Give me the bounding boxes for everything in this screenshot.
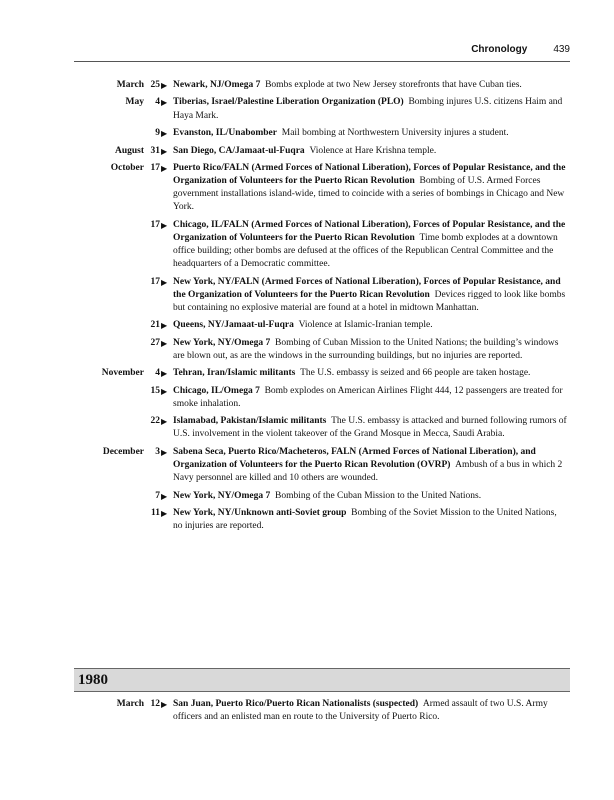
chronology-entry (0, 415, 614, 441)
chronology-entry (0, 79, 614, 92)
chronology-entry (0, 319, 614, 332)
chronology-entry (0, 96, 614, 122)
entry-day: 31 (150, 145, 160, 156)
entry-body (173, 337, 568, 363)
triangle-arrow-icon: ▶ (161, 98, 168, 108)
entry-body (173, 698, 568, 724)
entry-day: 4 (155, 97, 160, 108)
entry-day: 21 (150, 320, 160, 331)
entry-location: Chicago, IL/Omega 7 (173, 385, 260, 396)
chronology-entry (0, 162, 614, 214)
entry-month: March (116, 80, 144, 90)
entry-day: 11 (151, 508, 160, 519)
triangle-arrow-icon: ▶ (161, 491, 168, 501)
entry-day: 7 (155, 490, 160, 501)
chronology-entries-1979 (0, 79, 614, 538)
triangle-arrow-icon: ▶ (161, 129, 168, 139)
entry-body (173, 276, 568, 315)
chronology-entry (0, 367, 614, 380)
triangle-arrow-icon: ▶ (161, 81, 168, 90)
triangle-arrow-icon: ▶ (161, 277, 168, 287)
entry-day: 25 (150, 80, 160, 90)
entry-body (173, 219, 568, 271)
entry-body (173, 79, 568, 92)
entry-description: Bombing of Cuban Mission to the United Nations; the building’s windows are blown out, as are the windows in the surrounding buildings, but no injuries are reported. (173, 337, 559, 361)
entry-body (173, 319, 568, 332)
page-number: 439 (553, 44, 570, 55)
entry-body (173, 415, 568, 441)
chronology-entry (0, 145, 614, 158)
entry-description: Ambush of a bus in which 2 Navy personnel are killed and 10 others are wounded. (173, 460, 563, 484)
triangle-arrow-icon: ▶ (161, 700, 168, 709)
triangle-arrow-icon: ▶ (161, 509, 168, 519)
chronology-entries-1980 (0, 698, 614, 729)
page-header (471, 44, 570, 55)
chronology-entry (0, 385, 614, 411)
triangle-arrow-icon: ▶ (161, 338, 168, 348)
entry-description: Devices rigged to look like bombs but containing no explosive material are found at a hotel in midtown Manhattan. (173, 289, 566, 313)
entry-body (173, 385, 568, 411)
triangle-arrow-icon: ▶ (161, 386, 168, 396)
entry-month: November (101, 368, 144, 379)
entry-location: Tehran, Iran/Islamic militants (173, 368, 296, 379)
entry-description: Bombs explode at two New Jersey storefronts that have Cuban ties. (265, 80, 522, 90)
entry-day: 17 (150, 163, 160, 174)
year-heading-band (74, 668, 570, 692)
entry-description: Mail bombing at Northwestern University injures a student. (281, 128, 509, 139)
entry-location: Puerto Rico/FALN (Armed Forces of National Liberation), Forces of Popular Resistance, and the Organization of Volunteers for the Puerto Rican Revolution (173, 163, 566, 187)
chronology-entry (0, 446, 614, 485)
entry-location: New York, NY/Omega 7 (173, 337, 271, 348)
entry-location: Sabena Seca, Puerto Rico/Macheteros, FALN (Armed Forces of National Liberation), and Organization of Volunteers for the Puerto Rican Revolution (OVRP) (173, 446, 536, 471)
entry-month: August (114, 145, 144, 156)
entry-body (173, 145, 568, 158)
entry-day: 27 (150, 337, 160, 348)
entry-location: New York, NY/Unknown anti-Soviet group (173, 508, 347, 519)
entry-day: 9 (155, 128, 160, 139)
year-heading: 1980 (78, 672, 108, 688)
header-rule (74, 61, 570, 62)
triangle-arrow-icon: ▶ (161, 417, 168, 427)
chronology-entry (0, 698, 614, 724)
triangle-arrow-icon: ▶ (161, 220, 168, 230)
entry-description: The U.S. embassy is seized and 66 people are taken hostage. (300, 368, 531, 379)
entry-body (173, 162, 568, 214)
entry-day: 17 (150, 276, 160, 287)
entry-location: New York, NY/FALN (Armed Forces of National Liberation), Forces of Popular Resistance, and the Organization of Volunteers for the Puerto Rican Revolution (173, 276, 561, 300)
entry-location: Chicago, IL/FALN (Armed Forces of National Liberation), Forces of Popular Resistance, and the Organization of Volunteers for the Puerto Rican Revolution (173, 219, 566, 243)
entry-body (173, 507, 568, 533)
entry-body (173, 490, 568, 503)
chronology-entry (0, 127, 614, 140)
triangle-arrow-icon: ▶ (161, 164, 168, 174)
entry-description: Time bomb explodes at a downtown office building; other bombs are defused at the offices of the Republican Central Committee and the headquarters of a Democratic committee. (173, 232, 558, 270)
entry-description: Bombing of U.S. Armed Forces government installations island-wide, timed to coincide with a series of bombings in Chicago and New York. (173, 176, 565, 213)
entry-day: 4 (155, 368, 160, 379)
entry-description: The U.S. embassy is attacked and burned following rumors of U.S. involvement in the violent takeover of the Grand Mosque in Mecca, Saudi Arabia. (173, 416, 567, 440)
entry-description: Violence at Islamic-Iranian temple. (298, 320, 433, 331)
chronology-entry (0, 507, 614, 533)
chronology-entry (0, 276, 614, 315)
entry-body (173, 367, 568, 380)
entry-location: Queens, NY/Jamaat-ul-Fuqra (173, 320, 294, 331)
entry-description: Violence at Hare Krishna temple. (309, 145, 437, 156)
entry-month: May (125, 97, 144, 108)
chronology-entry (0, 219, 614, 271)
entry-location: Newark, NJ/Omega 7 (173, 80, 261, 90)
chronology-entry (0, 490, 614, 503)
entry-location: Islamabad, Pakistan/Islamic militants (173, 416, 327, 427)
triangle-arrow-icon: ▶ (161, 447, 168, 457)
entry-month: March (116, 699, 144, 709)
entry-location: Tiberias, Israel/Palestine Liberation Organization (PLO) (173, 97, 404, 108)
entry-location: Evanston, IL/Unabomber (173, 128, 277, 139)
entry-body (173, 446, 568, 485)
chronology-entry (0, 337, 614, 363)
entry-body (173, 96, 568, 122)
entry-description: Bombing injures U.S. citizens Haim and Haya Mark. (173, 97, 563, 121)
entry-description: Bomb explodes on American Airlines Flight 444, 12 passengers are treated for smoke inhalation. (173, 385, 563, 409)
entry-day: 22 (150, 416, 160, 427)
entry-body (173, 127, 568, 140)
entry-month: October (110, 163, 144, 174)
entry-location: San Juan, Puerto Rico/Puerto Rican Nationalists (suspected) (173, 699, 419, 709)
triangle-arrow-icon: ▶ (161, 321, 168, 331)
entry-day: 17 (150, 219, 160, 230)
entry-month: December (102, 446, 144, 457)
entry-location: New York, NY/Omega 7 (173, 490, 271, 501)
entry-day: 15 (150, 385, 160, 396)
triangle-arrow-icon: ▶ (161, 146, 168, 156)
entry-description: Bombing of the Soviet Mission to the United Nations, no injuries are reported. (173, 508, 557, 532)
entry-day: 12 (150, 699, 160, 709)
section-title: Chronology (471, 44, 528, 55)
entry-location: San Diego, CA/Jamaat-ul-Fuqra (173, 145, 305, 156)
entry-day: 3 (155, 446, 160, 457)
triangle-arrow-icon: ▶ (161, 369, 168, 379)
entry-description: Bombing of the Cuban Mission to the United Nations. (275, 490, 482, 501)
entry-description: Armed assault of two U.S. Army officers and an enlisted man en route to the University of Puerto Rico. (173, 699, 548, 723)
